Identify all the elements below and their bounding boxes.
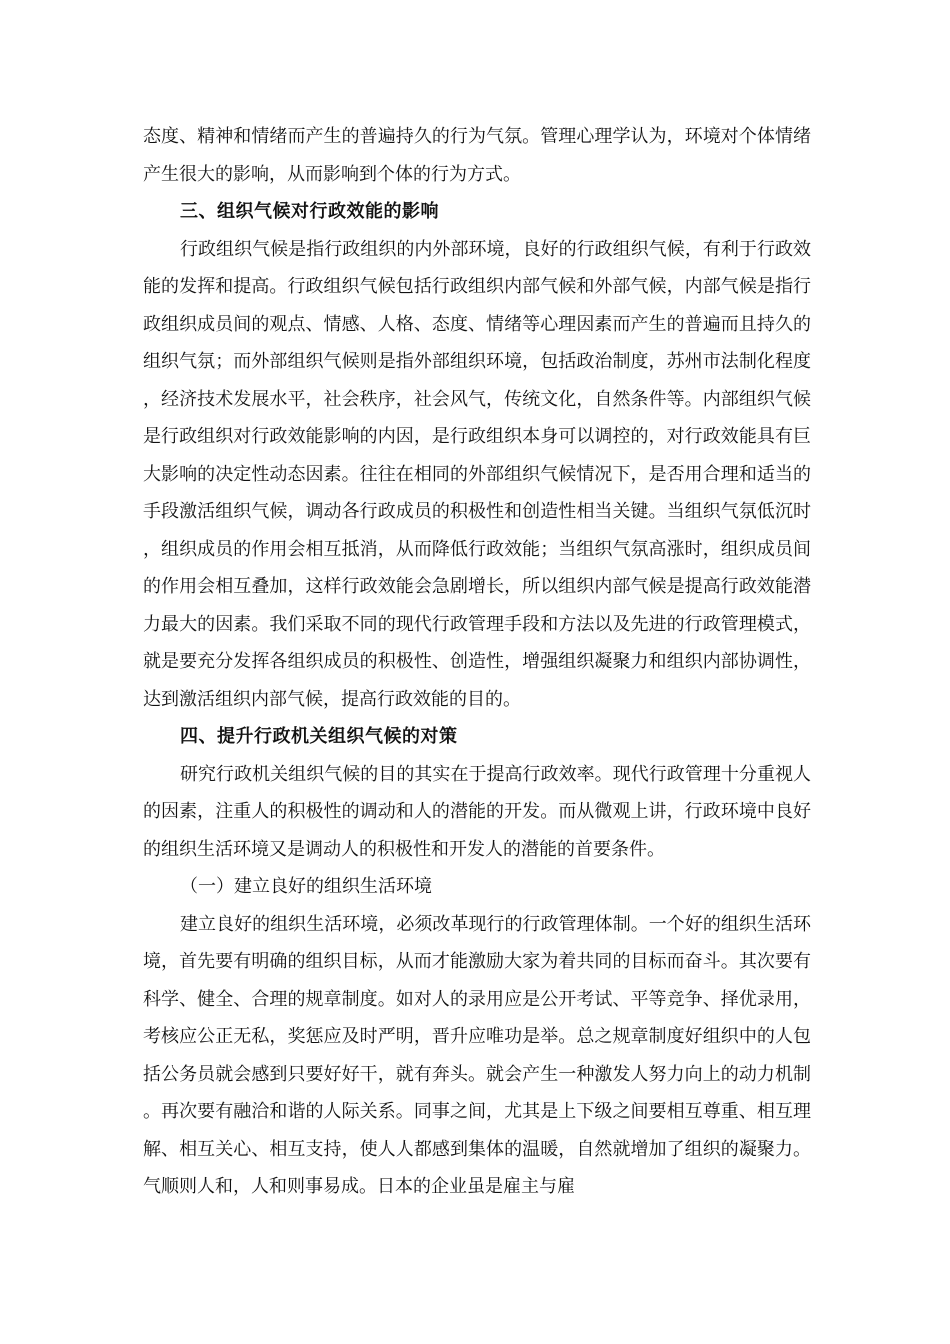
subsection-heading-1: （一）建立良好的组织生活环境 [180,876,432,897]
section-heading-3: 三、组织气候对行政效能的影响 [180,201,439,222]
paragraph-org-climate: 行政组织气候是指行政组织的内外部环境，良好的行政组织气候，有利于行政效能的发挥和提高。行政组织气候包括行政组织内部气候和外部气候，内部气候是指行政组织成员间的观点、情感、人格、态度、情绪等心理因素而产生的普遍而且持久的组织气氛；而外部组织气候则是指外部组织环境，包括政治制度，苏州市法制化程度，经济技术发展水平，社会秩序，社会风气，传统文化，自然条件等。内部组织气候是行政组织对行政效能影响的内因，是行政组织本身可以调控的，对行政效能具有巨大影响的决定性动态因素。往往在相同的外部组织气候情况下，是否用合理和适当的手段激活组织气候，调动各行政成员的积极性和创造性相当关键。当组织气氛低沉时，组织成员的作用会相互抵消，从而降低行政效能；当组织气氛高涨时，组织成员间的作用会相互叠加，这样行政效能会急剧增长，所以组织内部气候是提高行政效能潜力最大的因素。我们采取不同的现代行政管理手段和方法以及先进的行政管理模式，就是要充分发挥各组织成员的积极性、创造性，增强组织凝聚力和组织内部协调性，达到激活组织内部气候，提高行政效能的目的。 [143,238,811,710]
paragraph-research-purpose: 研究行政机关组织气候的目的其实在于提高行政效率。现代行政管理十分重视人的因素，注重人的积极性的调动和人的潜能的开发。而从微观上讲，行政环境中良好的组织生活环境又是调动人的积极性和开发人的潜能的首要条件。 [143,763,811,860]
section-heading-4: 四、提升行政机关组织气候的对策 [180,726,458,747]
paragraph-continuation: 态度、精神和情绪而产生的普遍持久的行为气氛。管理心理学认为，环境对个体情绪产生很大的影响，从而影响到个体的行为方式。 [143,126,811,185]
document-body [143,118,811,1206]
paragraph-good-environment: 建立良好的组织生活环境，必须改革现行的行政管理体制。一个好的组织生活环境，首先要有明确的组织目标，从而才能激励大家为着共同的目标而奋斗。其次要有科学、健全、合理的规章制度。如对人的录用应是公开考试、平等竞争、择优录用，考核应公正无私，奖惩应及时严明，晋升应唯功是举。总之规章制度好组织中的人包括公务员就会感到只要好好干，就有奔头。就会产生一种激发人努力向上的动力机制。再次要有融洽和谐的人际关系。同事之间，尤其是上下级之间要相互尊重、相互理解、相互关心、相互支持，使人人都感到集体的温暖，自然就增加了组织的凝聚力。气顺则人和，人和则事易成。日本的企业虽是雇主与雇 [143,913,811,1197]
